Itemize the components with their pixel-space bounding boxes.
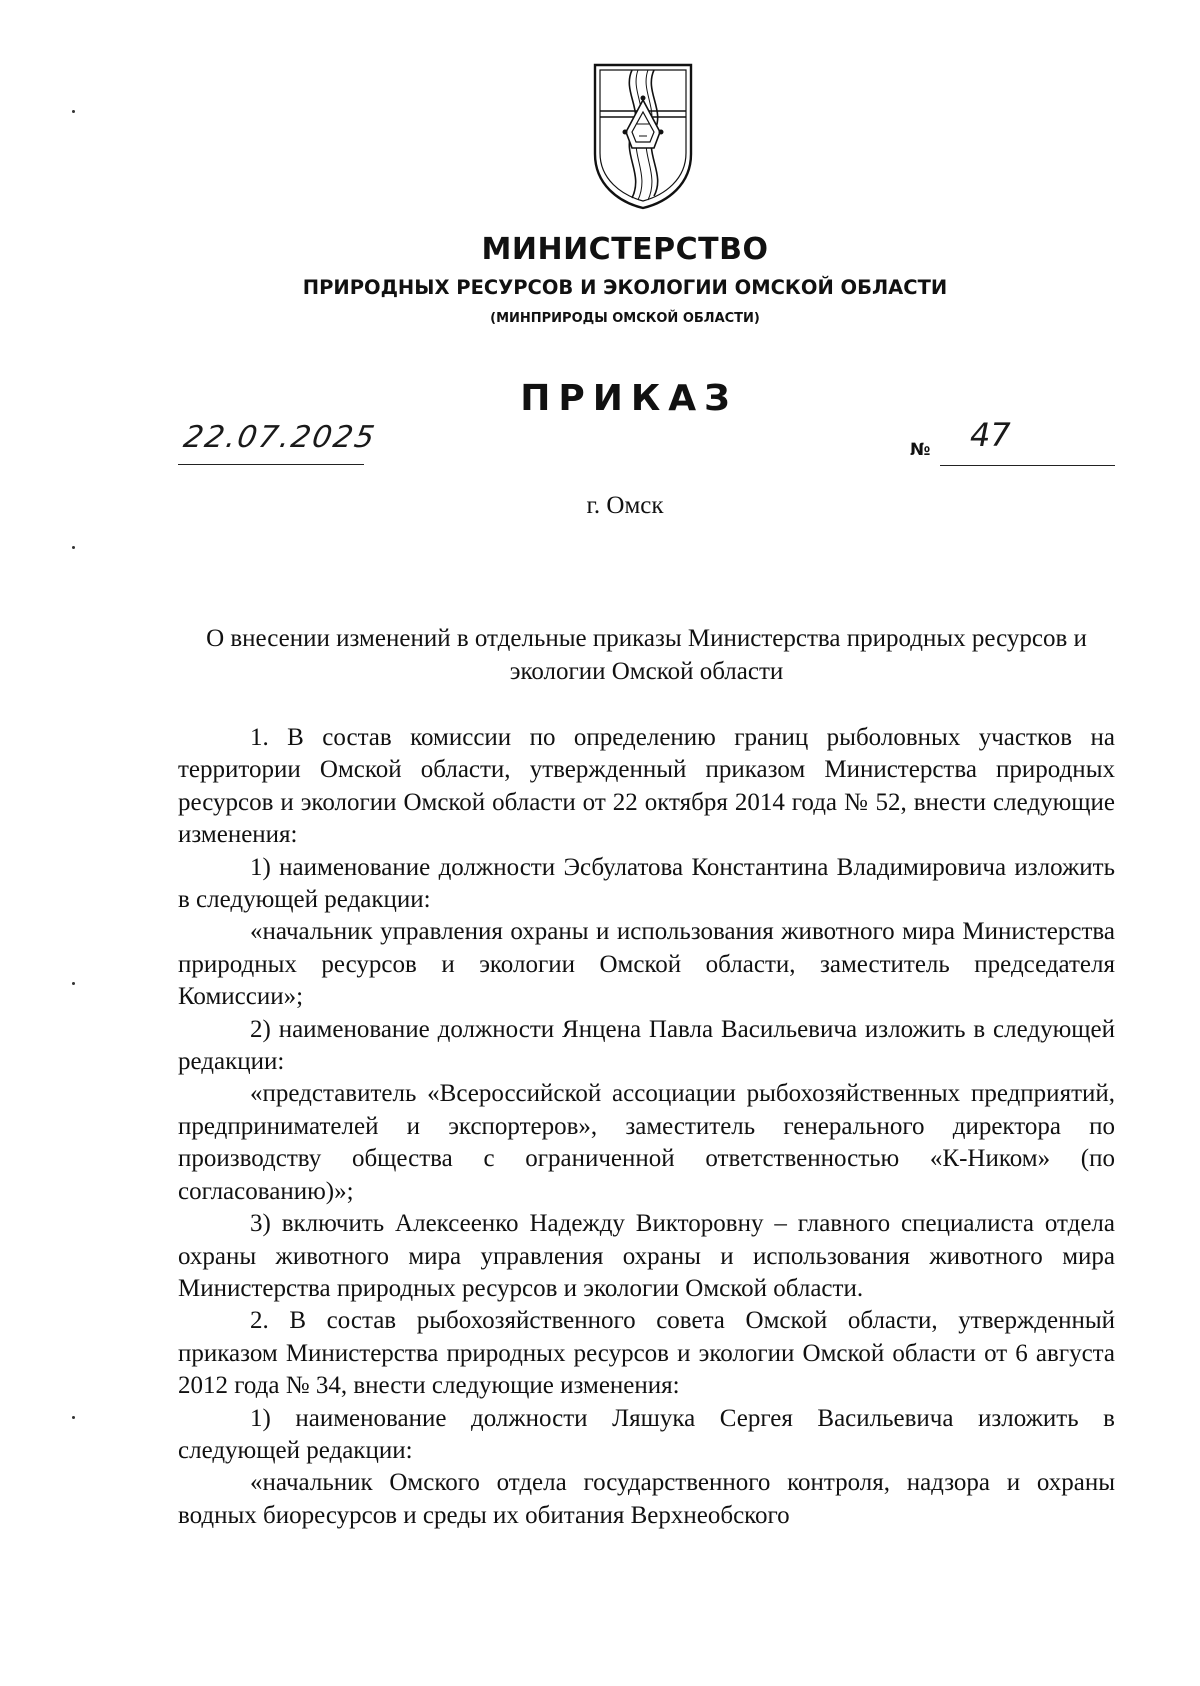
paragraph: «начальник Омского отдела государственного контроля, надзора и охраны водных биоресурсов и среды их обитания Верхнеобского bbox=[178, 1469, 1115, 1529]
ministry-abbreviation: (МИНПРИРОДЫ ОМСКОЙ ОБЛАСТИ) bbox=[490, 311, 760, 326]
paragraph: 2) наименование должности Янцена Павла Васильевича изложить в следующей редакции: bbox=[178, 1015, 1115, 1076]
paragraph: 1) наименование должности Эсбулатова Константина Владимировича изложить в следующей редакции: bbox=[178, 853, 1115, 914]
document-body bbox=[178, 722, 1115, 1532]
paragraph: 3) включить Алексеенко Надежду Викторовну – главного специалиста отдела охраны животного мира управления охраны и использования животного мира Министерства природных ресурсов и экологии Омской области. bbox=[178, 1210, 1115, 1302]
number-underline bbox=[940, 465, 1115, 466]
omsk-coat-of-arms-icon bbox=[592, 62, 694, 210]
ministry-title: МИНИСТЕРСТВО bbox=[481, 232, 769, 267]
scan-dot bbox=[72, 546, 75, 549]
scan-dot bbox=[72, 110, 75, 113]
city: г. Омск bbox=[586, 492, 664, 519]
paragraph: 1) наименование должности Ляшука Сергея Васильевича изложить в следующей редакции: bbox=[178, 1404, 1115, 1464]
paragraph: 2. В состав рыбохозяйственного совета Омской области, утвержденный приказом Министерства природных ресурсов и экологии Омской области от 6 августа 2012 года № 34, внести следующие изменения: bbox=[178, 1307, 1115, 1400]
handwritten-date: 22.07.2025 bbox=[180, 420, 379, 455]
ministry-subtitle: ПРИРОДНЫХ РЕСУРСОВ И ЭКОЛОГИИ ОМСКОЙ ОБЛАСТИ bbox=[302, 276, 948, 299]
paragraph: «начальник управления охраны и использования животного мира Министерства природных ресурсов и экологии Омской области, заместитель председателя Комиссии»; bbox=[178, 918, 1115, 1011]
number-sign: № bbox=[910, 440, 931, 460]
paragraph: «представитель «Всероссийской ассоциации рыбохозяйственных предприятий, предпринимателей и экспортеров», заместитель генерального директора по производству общества с ограниченной ответственностью «К-Ником» (по согласованию)»; bbox=[178, 1080, 1115, 1205]
date-field bbox=[178, 416, 379, 465]
scan-dot bbox=[72, 1416, 75, 1419]
document-type: ПРИКАЗ bbox=[520, 378, 738, 419]
handwritten-number: 47 bbox=[970, 416, 1011, 454]
number-field bbox=[910, 416, 1115, 466]
document-subject: О внесении изменений в отдельные приказы Министерства природных ресурсов и экологии Омской области bbox=[206, 625, 1087, 685]
paragraph: 1. В состав комиссии по определению границ рыболовных участков на территории Омской области, утвержденный приказом Министерства природных ресурсов и экологии Омской области от 22 октября 2014 года № 52, внести следующие изменения: bbox=[178, 724, 1115, 849]
scan-dot bbox=[72, 982, 75, 985]
